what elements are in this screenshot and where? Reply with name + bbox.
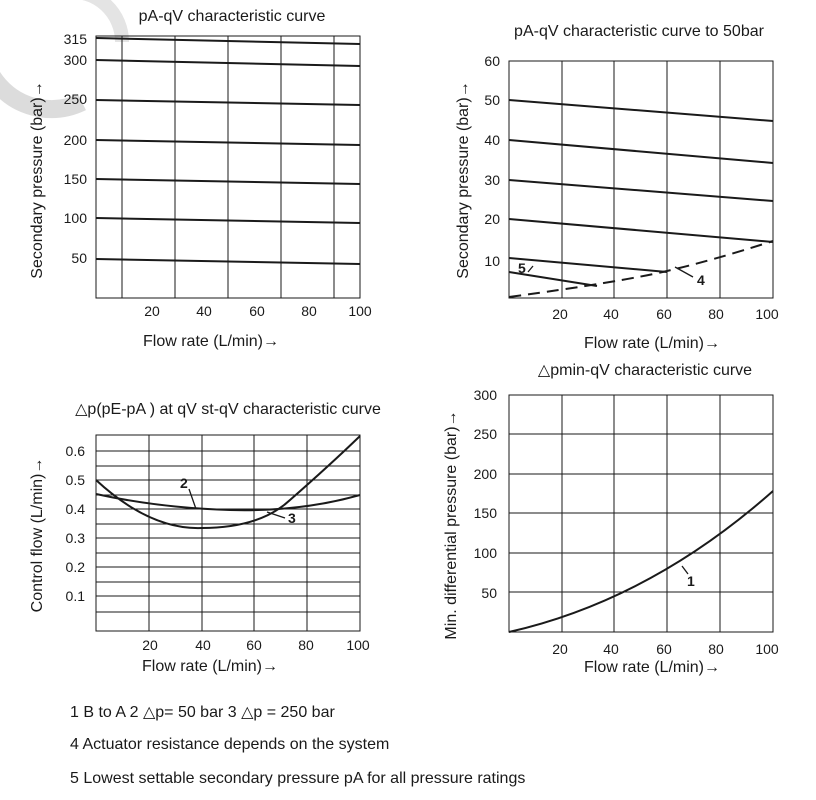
chart1-ytick: 100: [63, 210, 87, 226]
chart2-marker-5: 5: [518, 260, 526, 276]
chart4-xtick: 20: [552, 641, 568, 657]
chart2-ytick: 40: [484, 132, 500, 148]
chart3-curve-2: [96, 494, 360, 510]
chart2-ytick: 10: [484, 253, 500, 269]
chart4-curve-1: [509, 491, 773, 632]
chart2-xtick: 40: [603, 306, 619, 322]
chart1-xtick: 80: [301, 303, 317, 319]
chart1-ytick: 315: [63, 31, 87, 47]
chart1-xtick: 60: [249, 303, 265, 319]
chart3-ytick: 0.4: [65, 501, 85, 517]
chart4-marker-1: 1: [687, 573, 695, 589]
chart4-ytick: 250: [473, 426, 497, 442]
chart3-ytick: 0.2: [65, 559, 85, 575]
chart4-ytick: 50: [481, 585, 497, 601]
chart2-line-10: [509, 258, 667, 272]
legend-line-3: 5 Lowest settable secondary pressure pA for all pressure ratings: [70, 770, 526, 787]
chart4-grid: [509, 395, 773, 632]
chart2-line-20: [509, 219, 773, 242]
chart4-xtick: 60: [656, 641, 672, 657]
chart1-xlabel: Flow rate (L/min)→: [142, 333, 280, 350]
chart3-xtick: 80: [298, 637, 314, 653]
chart2-line-50: [509, 100, 773, 121]
chart2-xtick: 100: [755, 306, 779, 322]
chart-delta-pmin-qv: [443, 362, 779, 676]
chart3-marker-3: 3: [288, 510, 296, 526]
chart2-ytick: 30: [484, 172, 500, 188]
chart2-ytick: 60: [484, 53, 500, 69]
chart1-ytick: 300: [63, 52, 87, 68]
chart4-ytick: 100: [473, 545, 497, 561]
chart2-ytick: 20: [484, 211, 500, 227]
chart-delta-p-control-flow: [29, 401, 381, 675]
chart3-ytick: 0.1: [65, 588, 85, 604]
chart4-ytick: 150: [473, 505, 497, 521]
legend-line-2: 4 Actuator resistance depends on the system: [70, 736, 390, 753]
chart3-xtick: 40: [195, 637, 211, 653]
chart1-ytick: 200: [63, 132, 87, 148]
chart2-marker-leader: [675, 267, 693, 277]
chart2-title: pA-qV characteristic curve to 50bar: [514, 23, 764, 40]
chart3-ytick: 0.6: [65, 443, 85, 459]
chart4-xtick: 100: [755, 641, 779, 657]
chart-pa-qv-50bar: [455, 23, 779, 352]
chart3-curve-3: [96, 436, 360, 528]
legend-line-1: 1 B to A 2 △p= 50 bar 3 △p = 250 bar: [70, 704, 335, 721]
chart2-marker-4: 4: [697, 272, 705, 288]
chart1-ytick: 250: [63, 91, 87, 107]
chart3-xtick: 100: [346, 637, 370, 653]
chart4-ytick: 200: [473, 466, 497, 482]
chart-pa-qv: [29, 8, 372, 350]
chart1-title: pA-qV characteristic curve: [138, 8, 326, 25]
chart3-xtick: 20: [142, 637, 158, 653]
chart2-xtick: 20: [552, 306, 568, 322]
chart1-xtick: 100: [348, 303, 372, 319]
chart2-xtick: 60: [656, 306, 672, 322]
chart4-ytick: 300: [473, 387, 497, 403]
chart1-ytick: 50: [71, 250, 87, 266]
chart3-ytick: 0.5: [65, 472, 85, 488]
chart3-ylabel: Control flow (L/min)→: [29, 457, 46, 613]
chart4-xtick: 80: [708, 641, 724, 657]
chart3-marker-leader: [189, 489, 196, 509]
chart2-line-40: [509, 140, 773, 163]
chart3-title: △p(pE-pA ) at qV st-qV characteristic curve: [75, 401, 381, 418]
chart1-xtick: 20: [144, 303, 160, 319]
chart2-xlabel: Flow rate (L/min)→: [583, 335, 721, 352]
chart3-xlabel: Flow rate (L/min)→: [141, 658, 279, 675]
chart2-marker-leader: [528, 266, 533, 272]
chart3-grid: [96, 435, 360, 631]
chart1-ytick: 150: [63, 171, 87, 187]
chart2-line-30: [509, 180, 773, 201]
chart4-xlabel: Flow rate (L/min)→: [583, 659, 721, 676]
chart3-ytick: 0.3: [65, 530, 85, 546]
chart3-xtick: 60: [246, 637, 262, 653]
chart1-ylabel: Secondary pressure (bar)→: [29, 81, 46, 279]
chart2-ylabel: Secondary pressure (bar)→: [455, 81, 472, 279]
chart2-xtick: 80: [708, 306, 724, 322]
chart4-ylabel: Min. differential pressure (bar)→: [443, 410, 460, 640]
chart3-marker-2: 2: [180, 475, 188, 491]
chart1-xtick: 40: [196, 303, 212, 319]
chart1-grid: [96, 36, 360, 298]
chart4-xtick: 40: [603, 641, 619, 657]
chart2-ytick: 50: [484, 92, 500, 108]
chart4-title: △pmin-qV characteristic curve: [537, 362, 753, 379]
